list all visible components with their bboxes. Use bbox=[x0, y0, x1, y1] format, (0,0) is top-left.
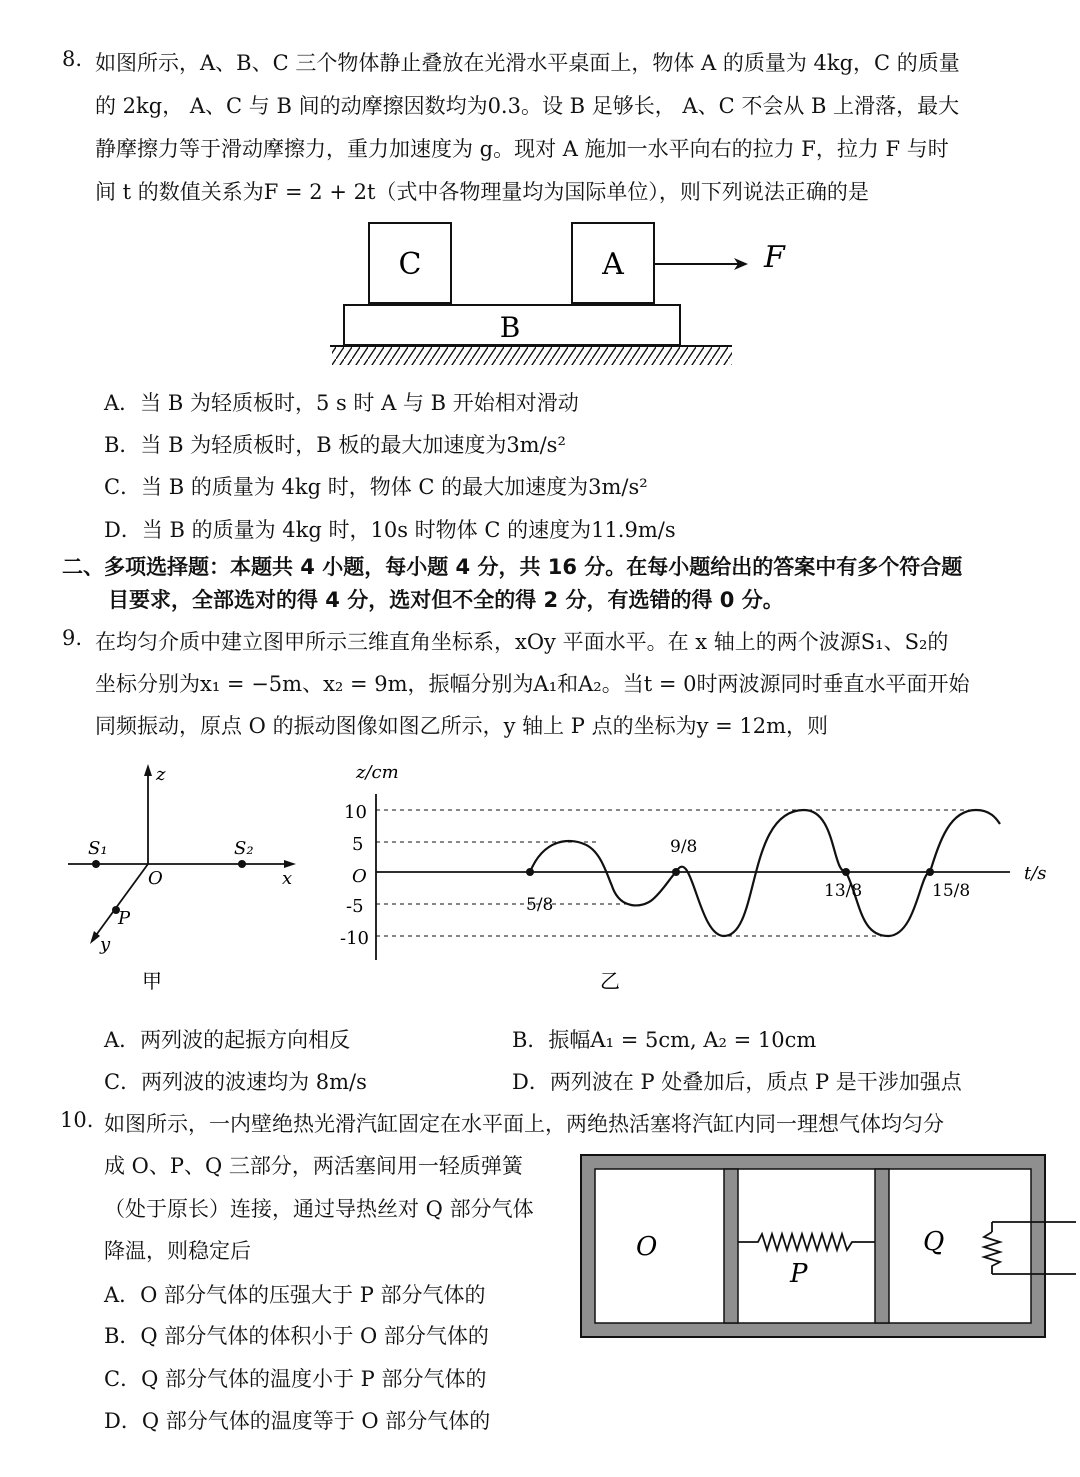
q10-option-c: C．Q 部分气体的温度小于 P 部分气体的 bbox=[104, 1367, 487, 1391]
q8-line-2: 的 2kg， A、C 与 B 间的动摩擦因数均为0.3。设 B 足够长， A、C 不会从 B 上滑落，最大 bbox=[95, 94, 960, 118]
tlabel-9-8: 9/8 bbox=[670, 837, 698, 857]
piston-right bbox=[875, 1169, 889, 1323]
origin-label: O bbox=[148, 868, 163, 889]
yi-xlabel: t/s bbox=[1024, 863, 1047, 884]
q10-option-b: B．Q 部分气体的体积小于 O 部分气体的 bbox=[104, 1324, 489, 1348]
s1-label: S₁ bbox=[88, 838, 108, 859]
tlabel-15-8: 15/8 bbox=[932, 881, 971, 901]
section2-heading-1: 二、多项选择题：本题共 4 小题，每小题 4 分，共 16 分。在每小题给出的答案中有多个符合题 bbox=[62, 555, 963, 579]
q9-option-c: C．两列波的波速均为 8m/s bbox=[104, 1070, 367, 1094]
board-b-label: B bbox=[499, 311, 521, 344]
q9-option-d: D．两列波在 P 处叠加后，质点 P 是干涉加强点 bbox=[512, 1070, 962, 1094]
piston-left bbox=[724, 1169, 738, 1323]
ytick-5: 5 bbox=[352, 834, 364, 855]
q8-option-b: B．当 B 为轻质板时，B 板的最大加速度为3m/s² bbox=[104, 433, 566, 457]
x-axis-label: x bbox=[282, 868, 293, 889]
q8-line-4: 间 t 的数值关系为F = 2 + 2t（式中各物理量均为国际单位），则下列说法正确的是 bbox=[95, 180, 869, 204]
label-q: Q bbox=[923, 1227, 945, 1257]
ytick-10: 10 bbox=[344, 802, 367, 823]
label-o: O bbox=[636, 1232, 658, 1262]
fig-jia bbox=[60, 760, 310, 1000]
ytick-neg10: -10 bbox=[340, 928, 369, 949]
tlabel-13-8: 13/8 bbox=[824, 881, 863, 901]
t-point-4 bbox=[926, 868, 934, 876]
t-point-1 bbox=[526, 868, 534, 876]
q8-figure bbox=[320, 215, 785, 375]
q9-option-b: B．振幅A₁ = 5cm, A₂ = 10cm bbox=[512, 1028, 817, 1052]
q9-option-a: A．两列波的起振方向相反 bbox=[104, 1028, 351, 1052]
q10-option-a: A．O 部分气体的压强大于 P 部分气体的 bbox=[104, 1283, 486, 1307]
q9-number: 9. bbox=[62, 626, 83, 650]
s2-point bbox=[238, 860, 246, 868]
y-axis-label: y bbox=[100, 934, 111, 955]
block-a-label: A bbox=[602, 247, 624, 282]
ytick-neg5: -5 bbox=[346, 896, 364, 917]
q10-line-2: 成 O、P、Q 三部分，两活塞间用一轻质弹簧 bbox=[104, 1154, 523, 1178]
section2-heading-2: 目要求，全部选对的得 4 分，选对但不全的得 2 分，有选错的得 0 分。 bbox=[108, 588, 784, 612]
q8-number: 8. bbox=[62, 47, 83, 71]
s1-point bbox=[92, 860, 100, 868]
s2-label: S₂ bbox=[234, 838, 254, 859]
q8-option-a: A．当 B 为轻质板时，5 s 时 A 与 B 开始相对滑动 bbox=[104, 391, 579, 415]
q9-line-1: 在均匀介质中建立图甲所示三维直角坐标系，xOy 平面水平。在 x 轴上的两个波源S₁、S₂的 bbox=[95, 630, 949, 654]
fig-yi bbox=[330, 760, 1060, 1000]
q8-line-1: 如图所示，A、B、C 三个物体静止叠放在光滑水平桌面上，物体 A 的质量为 4kg，C 的质量 bbox=[95, 51, 960, 75]
q9-line-3: 同频振动，原点 O 的振动图像如图乙所示，y 轴上 P 点的坐标为y = 12m，则 bbox=[95, 714, 829, 738]
ytick-0: O bbox=[352, 866, 367, 887]
q10-line-4: 降温，则稳定后 bbox=[104, 1239, 251, 1263]
q8-line-3: 静摩擦力等于滑动摩擦力，重力加速度为 g。现对 A 施加一水平向右的拉力 F，拉力 F 与时 bbox=[95, 137, 949, 161]
q8-option-c: C．当 B 的质量为 4kg 时，物体 C 的最大加速度为3m/s² bbox=[104, 475, 648, 499]
yi-ylabel: z/cm bbox=[356, 762, 399, 783]
q10-line-3: （处于原长）连接，通过导热丝对 Q 部分气体 bbox=[104, 1197, 534, 1221]
z-axis-label: z bbox=[156, 764, 166, 785]
q10-figure bbox=[578, 1152, 1076, 1342]
t-point-3 bbox=[842, 868, 850, 876]
p-label: P bbox=[118, 908, 131, 929]
q10-number: 10. bbox=[60, 1108, 94, 1132]
q10-option-d: D．Q 部分气体的温度等于 O 部分气体的 bbox=[104, 1409, 491, 1433]
label-p: P bbox=[790, 1259, 808, 1289]
force-label: F bbox=[764, 240, 785, 275]
t-point-2 bbox=[672, 868, 680, 876]
q10-line-1: 如图所示，一内壁绝热光滑汽缸固定在水平面上，两绝热活塞将汽缸内同一理想气体均匀分 bbox=[104, 1112, 944, 1136]
q8-option-d: D．当 B 的质量为 4kg 时，10s 时物体 C 的速度为11.9m/s bbox=[104, 518, 676, 542]
block-c-label: C bbox=[398, 247, 422, 282]
tlabel-5-8: 5/8 bbox=[526, 895, 554, 915]
fig-jia-caption: 甲 bbox=[142, 969, 162, 993]
q9-line-2: 坐标分别为x₁ = −5m、x₂ = 9m，振幅分别为A₁和A₂。当t = 0时两波源同时垂直水平面开始 bbox=[95, 672, 970, 696]
fig-yi-caption: 乙 bbox=[600, 969, 620, 993]
